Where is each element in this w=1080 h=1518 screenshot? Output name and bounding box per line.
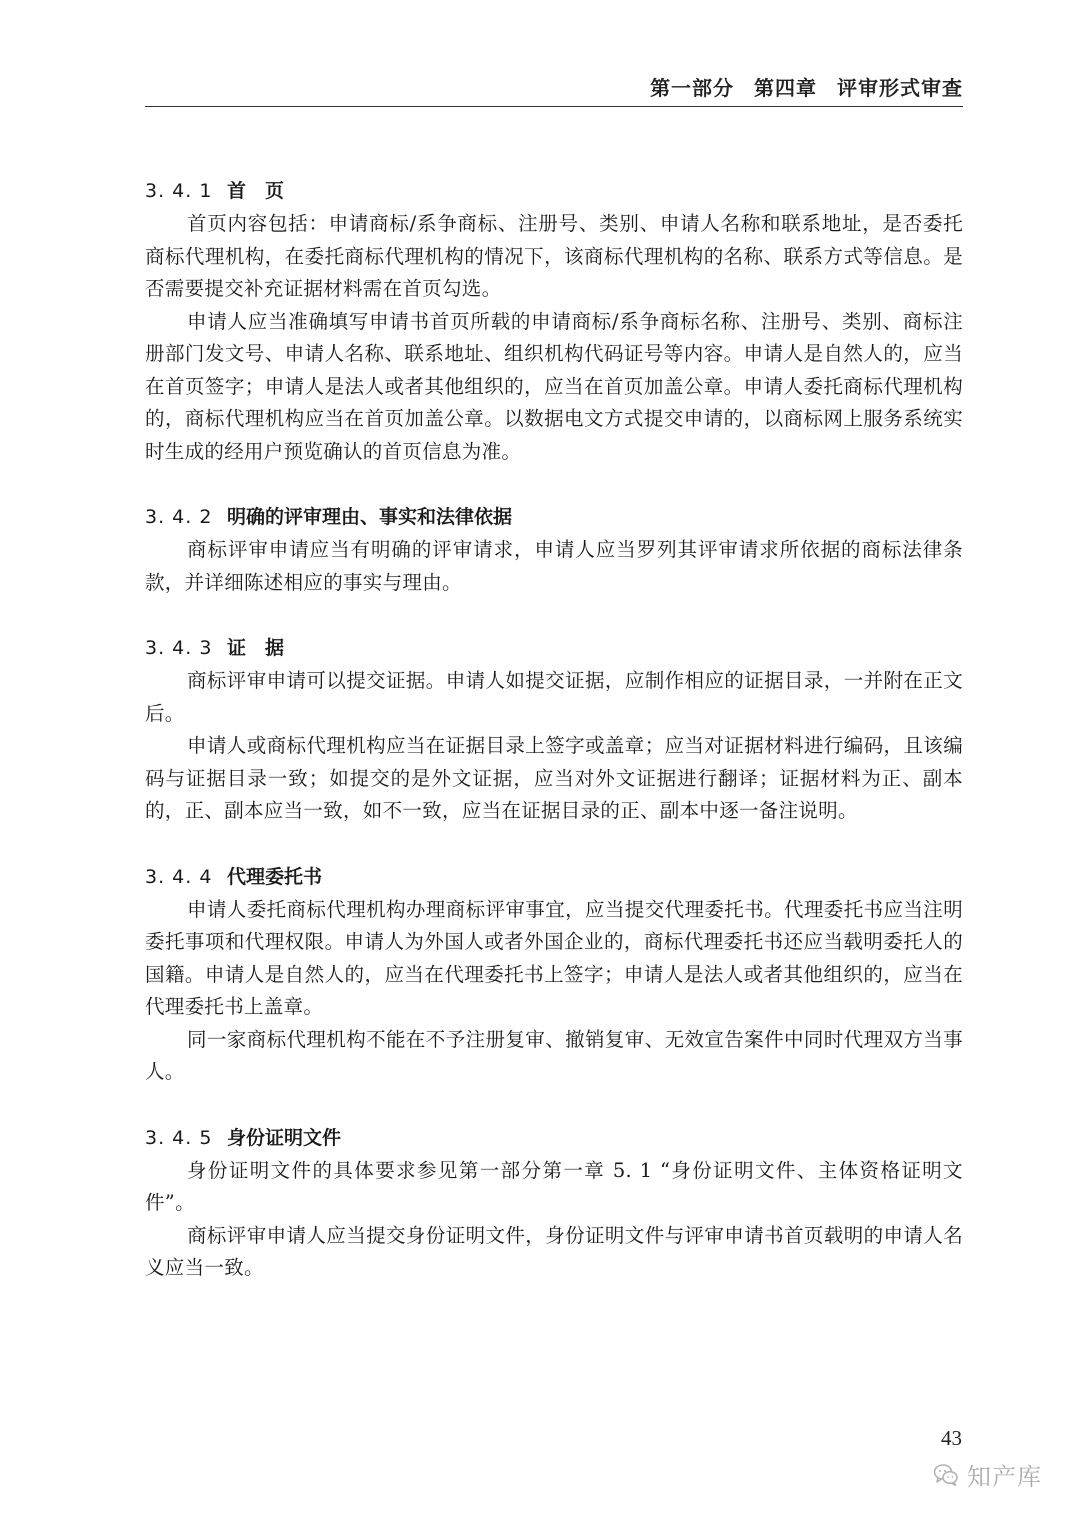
paragraph: 申请人应当准确填写申请书首页所载的申请商标/系争商标名称、注册号、类别、商标注册部门发文号、申请人名称、联系地址、组织机构代码证号等内容。申请人是自然人的，应当在首页签字；申请人是法人或者其他组织的，应当在首页加盖公章。申请人委托商标代理机构的，商标代理机构应当在首页加盖公章。以数据电文方式提交申请的，以商标网上服务系统实时生成的经用户预览确认的首页信息为准。 xyxy=(145,309,963,463)
section-title: 明确的评审理由、事实和法律依据 xyxy=(227,506,513,528)
section-number: 3. 4. 2 xyxy=(145,506,213,528)
section-heading xyxy=(145,1125,963,1151)
paragraph: 身份证明文件的具体要求参见第一部分第一章 5. 1 “身份证明文件、主体资格证明文件”。 xyxy=(145,1158,963,1214)
section-heading xyxy=(145,504,963,530)
paragraph: 同一家商标代理机构不能在不予注册复审、撤销复审、无效宣告案件中同时代理双方当事人。 xyxy=(145,1027,963,1083)
section-heading xyxy=(145,864,963,890)
watermark xyxy=(933,1457,1042,1492)
wechat-icon xyxy=(933,1462,959,1488)
page-number: 43 xyxy=(941,1426,962,1450)
section-heading xyxy=(145,178,963,204)
document-body xyxy=(145,178,963,1321)
paragraph: 首页内容包括：申请商标/系争商标、注册号、类别、申请人名称和联系地址，是否委托商标代理机构，在委托商标代理机构的情况下，该商标代理机构的名称、联系方式等信息。是否需要提交补充证据材料需在首页勾选。 xyxy=(145,212,963,300)
section-3-4-4 xyxy=(145,864,963,1089)
section-title: 首 页 xyxy=(227,180,285,202)
section-3-4-1 xyxy=(145,178,963,468)
section-number: 3. 4. 1 xyxy=(145,180,213,202)
paragraph: 商标评审申请应当有明确的评审请求，申请人应当罗列其评审请求所依据的商标法律条款，并详细陈述相应的事实与理由。 xyxy=(145,538,963,594)
section-3-4-5 xyxy=(145,1125,963,1285)
paragraph: 申请人委托商标代理机构办理商标评审事宜，应当提交代理委托书。代理委托书应当注明委托事项和代理权限。申请人为外国人或者外国企业的，商标代理委托书还应当载明委托人的国籍。申请人是自然人的，应当在代理委托书上签字；申请人是法人或者其他组织的，应当在代理委托书上盖章。 xyxy=(145,897,963,1018)
section-title: 代理委托书 xyxy=(227,865,323,888)
watermark-text: 知产库 xyxy=(967,1463,1042,1491)
running-title: 第一部分 第四章 评审形式审查 xyxy=(650,76,963,100)
section-number: 3. 4. 5 xyxy=(145,1126,213,1149)
running-header xyxy=(145,70,963,107)
section-number: 3. 4. 3 xyxy=(145,637,213,659)
paragraph: 商标评审申请可以提交证据。申请人如提交证据，应制作相应的证据目录，一并附在正文后。 xyxy=(145,669,963,725)
section-title: 证 据 xyxy=(227,637,285,659)
section-3-4-3 xyxy=(145,635,963,828)
paragraph: 申请人或商标代理机构应当在证据目录上签字或盖章；应当对证据材料进行编码，且该编码与证据目录一致；如提交的是外文证据，应当对外文证据进行翻译；证据材料为正、副本的，正、副本应当一致，如不一致，应当在证据目录的正、副本中逐一备注说明。 xyxy=(145,734,963,822)
paragraph: 商标评审申请人应当提交身份证明文件，身份证明文件与评审申请书首页载明的申请人名义应当一致。 xyxy=(145,1223,963,1279)
section-title: 身份证明文件 xyxy=(227,1126,342,1149)
section-heading xyxy=(145,635,963,661)
section-3-4-2 xyxy=(145,504,963,599)
section-number: 3. 4. 4 xyxy=(145,865,213,888)
